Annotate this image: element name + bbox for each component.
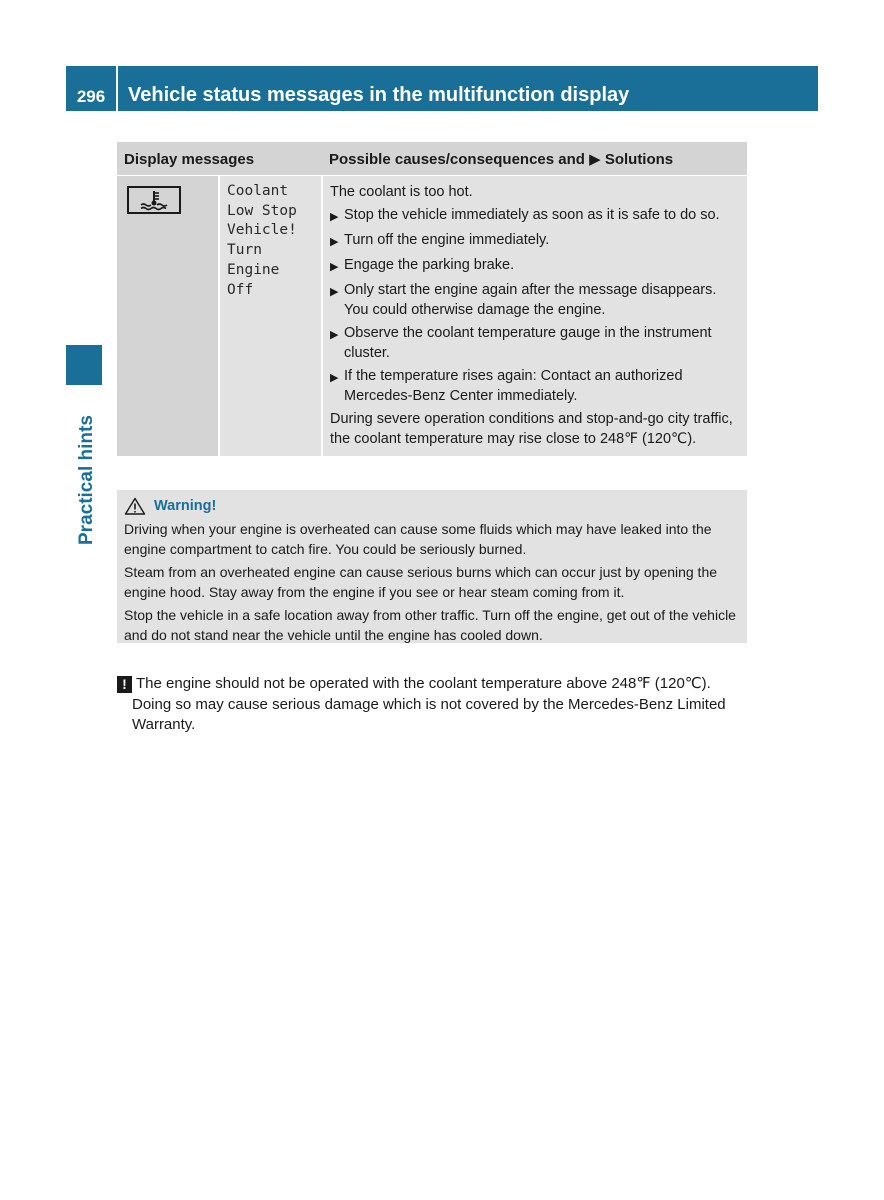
- warning-paragraph: Stop the vehicle in a safe location away from other traffic. Turn off the engine, get out of the vehicle and do not stand near the vehicle until the engine has cooled down.: [124, 607, 736, 643]
- warning-triangle-icon: [124, 497, 146, 515]
- additional-info-text: During severe operation conditions and stop-and-go city traffic, the coolant temperature may rise close to 248℉ (120℃).: [330, 411, 733, 447]
- solution-step-text: Only start the engine again after the message disappears. You could otherwise damage the engine.: [344, 282, 717, 318]
- section-tab-marker: [66, 345, 102, 385]
- icon-cell: [117, 176, 219, 457]
- page-title: Vehicle status messages in the multifunction display: [118, 66, 818, 111]
- bullet-arrow-icon: ▶: [330, 236, 339, 248]
- warning-paragraph: Steam from an overheated engine can cause serious burns which can occur just by opening the engine hood. Stay away from the engine if you see or hear steam coming from it.: [124, 564, 718, 600]
- page-header: [66, 66, 818, 111]
- solution-step: [330, 366, 740, 406]
- bullet-arrow-icon: ▶: [330, 329, 339, 341]
- note-text-first-line: The engine should not be operated with the coolant temperature above 248℉ (120℃).: [136, 675, 711, 692]
- column-header-solutions: Possible causes/consequences and ▶ Solutions: [322, 142, 747, 176]
- bullet-arrow-icon: ▶: [330, 211, 339, 223]
- status-message-table: [117, 142, 747, 456]
- table-header-row: [117, 142, 747, 176]
- bullet-arrow-icon: ▶: [330, 372, 339, 384]
- display-line: Turn: [227, 242, 262, 259]
- bullet-arrow-icon: ▶: [330, 286, 339, 298]
- note-text-continuation: Doing so may cause serious damage which is not covered by the Mercedes-Benz Limited Warranty.: [132, 695, 726, 733]
- display-message-cell: [219, 176, 322, 457]
- warning-paragraph: Driving when your engine is overheated can cause some fluids which may have leaked into the engine compartment to catch fire. You could be seriously burned.: [124, 521, 712, 557]
- section-label: Practical hints: [76, 415, 97, 545]
- solution-step-text: Observe the coolant temperature gauge in the instrument cluster.: [344, 325, 712, 361]
- table-row: [117, 176, 747, 457]
- exclamation-icon: !: [117, 676, 132, 693]
- solution-step: [330, 323, 740, 363]
- column-header-display-messages: Display messages: [117, 142, 322, 176]
- solution-step: [330, 255, 740, 277]
- damage-note: [117, 674, 747, 736]
- display-line: Engine Off: [227, 261, 280, 298]
- coolant-temperature-icon: [127, 186, 181, 214]
- solution-step-text: Engage the parking brake.: [344, 257, 515, 273]
- bullet-arrow-icon: ▶: [330, 261, 339, 273]
- solution-step-text: Turn off the engine immediately.: [344, 232, 550, 248]
- page-number: 296: [66, 66, 116, 111]
- display-line: Vehicle!: [227, 222, 297, 239]
- warning-heading: [124, 496, 740, 516]
- display-line: Low Stop: [227, 202, 297, 219]
- solution-step: [330, 205, 740, 227]
- solution-step: [330, 230, 740, 252]
- warning-box: [117, 490, 747, 643]
- display-line: Coolant: [227, 183, 289, 199]
- solutions-cell: [322, 176, 747, 457]
- solution-step-text: Stop the vehicle immediately as soon as it is safe to do so.: [344, 207, 720, 223]
- warning-title: Warning!: [154, 498, 217, 514]
- solution-step: [330, 280, 740, 320]
- solution-step-text: If the temperature rises again: Contact an authorized Mercedes-Benz Center immediately.: [344, 368, 683, 404]
- cause-text: The coolant is too hot.: [330, 184, 473, 200]
